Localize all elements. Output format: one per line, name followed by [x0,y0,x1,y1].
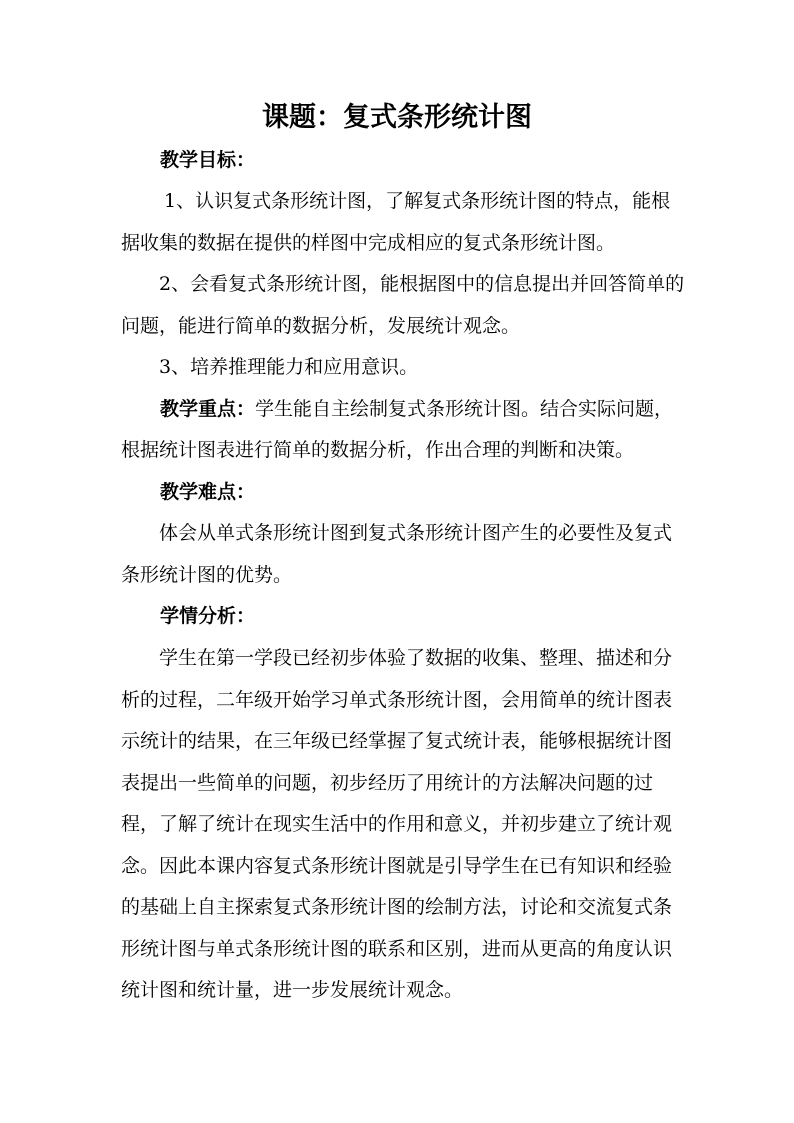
key-point-label: 教学重点： [160,398,256,420]
analysis-line-8: 形统计图与单式条形统计图的联系和区别，进而从更高的角度认识 [121,938,673,960]
analysis-line-3: 示统计的结果，在三年级已经掌握了复式统计表，能够根据统计图 [121,730,673,752]
objective-1-line-2: 据收集的数据在提供的样图中完成相应的复式条形统计图。 [121,232,616,254]
objective-1-line-1: 1、认识复式条形统计图，了解复式条形统计图的特点，能根 [164,190,671,212]
analysis-line-1: 学生在第一学段已经初步体验了数据的收集、整理、描述和分 [159,647,673,669]
analysis-line-5: 程，了解了统计在现实生活中的作用和意义，并初步建立了统计观 [121,813,673,835]
analysis-line-9: 统计图和统计量，进一步发展统计观念。 [121,979,464,1001]
difficulty-heading: 教学难点： [160,481,256,503]
page-title: 课题：复式条形统计图 [262,102,532,133]
difficulty-line-1: 体会从单式条形统计图到复式条形统计图产生的必要性及复式 [159,522,673,544]
difficulty-line-2: 条形统计图的优势。 [121,564,293,586]
objectives-heading: 教学目标： [160,149,256,171]
key-point-line-1 [160,397,673,421]
analysis-line-7: 的基础上自主探索复式条形统计图的绘制方法，讨论和交流复式条 [121,896,673,918]
objective-2-line-1: 2、会看复式条形统计图，能根据图中的信息提出并回答简单的 [159,273,685,295]
analysis-heading: 学情分析： [160,605,256,627]
objective-3-line-1: 3、培养推理能力和应用意识。 [159,356,419,378]
analysis-line-4: 表提出一些简单的问题，初步经历了用统计的方法解决问题的过 [121,772,654,794]
key-point-line-2: 根据统计图表进行简单的数据分析，作出合理的判断和决策。 [121,439,635,461]
analysis-line-6: 念。因此本课内容复式条形统计图就是引导学生在已有知识和经验 [121,855,673,877]
objective-2-line-2: 问题，能进行简单的数据分析，发展统计观念。 [121,315,521,337]
key-point-text: 学生能自主绘制复式条形统计图。结合实际问题， [255,398,674,420]
analysis-line-2: 析的过程，二年级开始学习单式条形统计图，会用简单的统计图表 [121,689,673,711]
